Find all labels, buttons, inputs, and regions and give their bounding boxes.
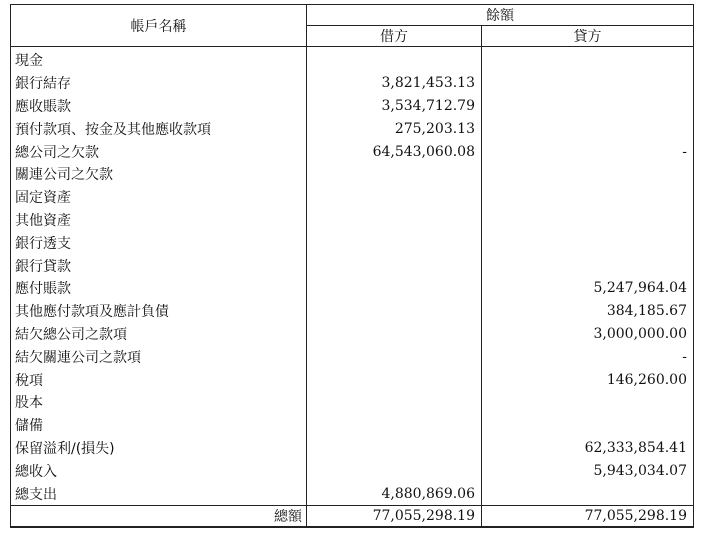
debit-cell — [307, 345, 482, 368]
account-name-cell: 其他資產 — [11, 209, 307, 232]
table-row — [11, 140, 694, 163]
account-name-cell: 關連公司之欠款 — [11, 163, 307, 186]
table-row — [11, 254, 694, 277]
account-name-cell: 結欠關連公司之款項 — [11, 345, 307, 368]
credit-cell — [482, 72, 694, 95]
account-name-cell: 銀行結存 — [11, 72, 307, 95]
table-row — [11, 323, 694, 346]
credit-cell — [482, 163, 694, 186]
balance-header: 餘額 — [307, 5, 694, 26]
debit-cell — [307, 47, 482, 72]
credit-cell: 3,000,000.00 — [482, 323, 694, 346]
account-name-cell: 應付賬款 — [11, 277, 307, 300]
credit-cell: 5,247,964.04 — [482, 277, 694, 300]
credit-cell: 146,260.00 — [482, 368, 694, 391]
debit-cell: 3,821,453.13 — [307, 72, 482, 95]
table-row — [11, 277, 694, 300]
total-credit: 77,055,298.19 — [482, 505, 694, 527]
total-debit: 77,055,298.19 — [307, 505, 482, 527]
credit-cell — [482, 254, 694, 277]
table-row — [11, 95, 694, 118]
account-name-cell: 銀行貸款 — [11, 254, 307, 277]
account-name-cell: 股本 — [11, 391, 307, 414]
credit-cell: 62,333,854.41 — [482, 437, 694, 460]
account-name-cell: 結欠總公司之款項 — [11, 323, 307, 346]
debit-cell — [307, 323, 482, 346]
debit-cell — [307, 459, 482, 482]
table-row — [11, 72, 694, 95]
table-row — [11, 186, 694, 209]
debit-cell — [307, 368, 482, 391]
account-name-cell: 預付款項、按金及其他應收款項 — [11, 117, 307, 140]
credit-cell — [482, 391, 694, 414]
debit-cell: 64,543,060.08 — [307, 140, 482, 163]
credit-cell — [482, 95, 694, 118]
total-label: 總額 — [11, 505, 307, 527]
credit-cell — [482, 186, 694, 209]
debit-cell — [307, 437, 482, 460]
account-name-cell: 銀行透支 — [11, 231, 307, 254]
debit-cell — [307, 414, 482, 437]
account-name-cell: 總收入 — [11, 459, 307, 482]
credit-cell: - — [482, 345, 694, 368]
account-name-cell: 儲備 — [11, 414, 307, 437]
table-row — [11, 231, 694, 254]
table-row — [11, 209, 694, 232]
debit-cell — [307, 300, 482, 323]
debit-cell — [307, 163, 482, 186]
debit-cell — [307, 391, 482, 414]
table-row — [11, 345, 694, 368]
trial-balance-table — [10, 4, 694, 528]
header-row-top — [11, 5, 694, 26]
debit-cell — [307, 231, 482, 254]
table-row — [11, 414, 694, 437]
credit-cell — [482, 209, 694, 232]
debit-cell — [307, 254, 482, 277]
table-row — [11, 300, 694, 323]
credit-cell — [482, 117, 694, 140]
account-name-cell: 應收賬款 — [11, 95, 307, 118]
table-row — [11, 391, 694, 414]
account-rows — [11, 47, 694, 506]
credit-cell — [482, 414, 694, 437]
account-name-cell: 總公司之欠款 — [11, 140, 307, 163]
debit-header: 借方 — [307, 26, 482, 47]
credit-cell: - — [482, 140, 694, 163]
credit-cell — [482, 231, 694, 254]
credit-cell: 384,185.67 — [482, 300, 694, 323]
table-row — [11, 459, 694, 482]
debit-cell — [307, 277, 482, 300]
account-name-cell: 保留溢利/(損失) — [11, 437, 307, 460]
credit-cell — [482, 47, 694, 72]
debit-cell — [307, 209, 482, 232]
debit-cell: 275,203.13 — [307, 117, 482, 140]
credit-cell: 5,943,034.07 — [482, 459, 694, 482]
debit-cell: 3,534,712.79 — [307, 95, 482, 118]
credit-cell — [482, 482, 694, 505]
total-row — [11, 505, 694, 527]
credit-header: 貸方 — [482, 26, 694, 47]
table-row — [11, 47, 694, 72]
account-name-cell: 現金 — [11, 47, 307, 72]
table-row — [11, 368, 694, 391]
account-name-cell: 稅項 — [11, 368, 307, 391]
table-row — [11, 437, 694, 460]
debit-cell: 4,880,869.06 — [307, 482, 482, 505]
account-name-cell: 總支出 — [11, 482, 307, 505]
table-row — [11, 117, 694, 140]
account-name-header: 帳戶名稱 — [11, 5, 307, 47]
table-row — [11, 163, 694, 186]
debit-cell — [307, 186, 482, 209]
account-name-cell: 其他應付款項及應計負債 — [11, 300, 307, 323]
account-name-cell: 固定資產 — [11, 186, 307, 209]
table-row — [11, 482, 694, 505]
